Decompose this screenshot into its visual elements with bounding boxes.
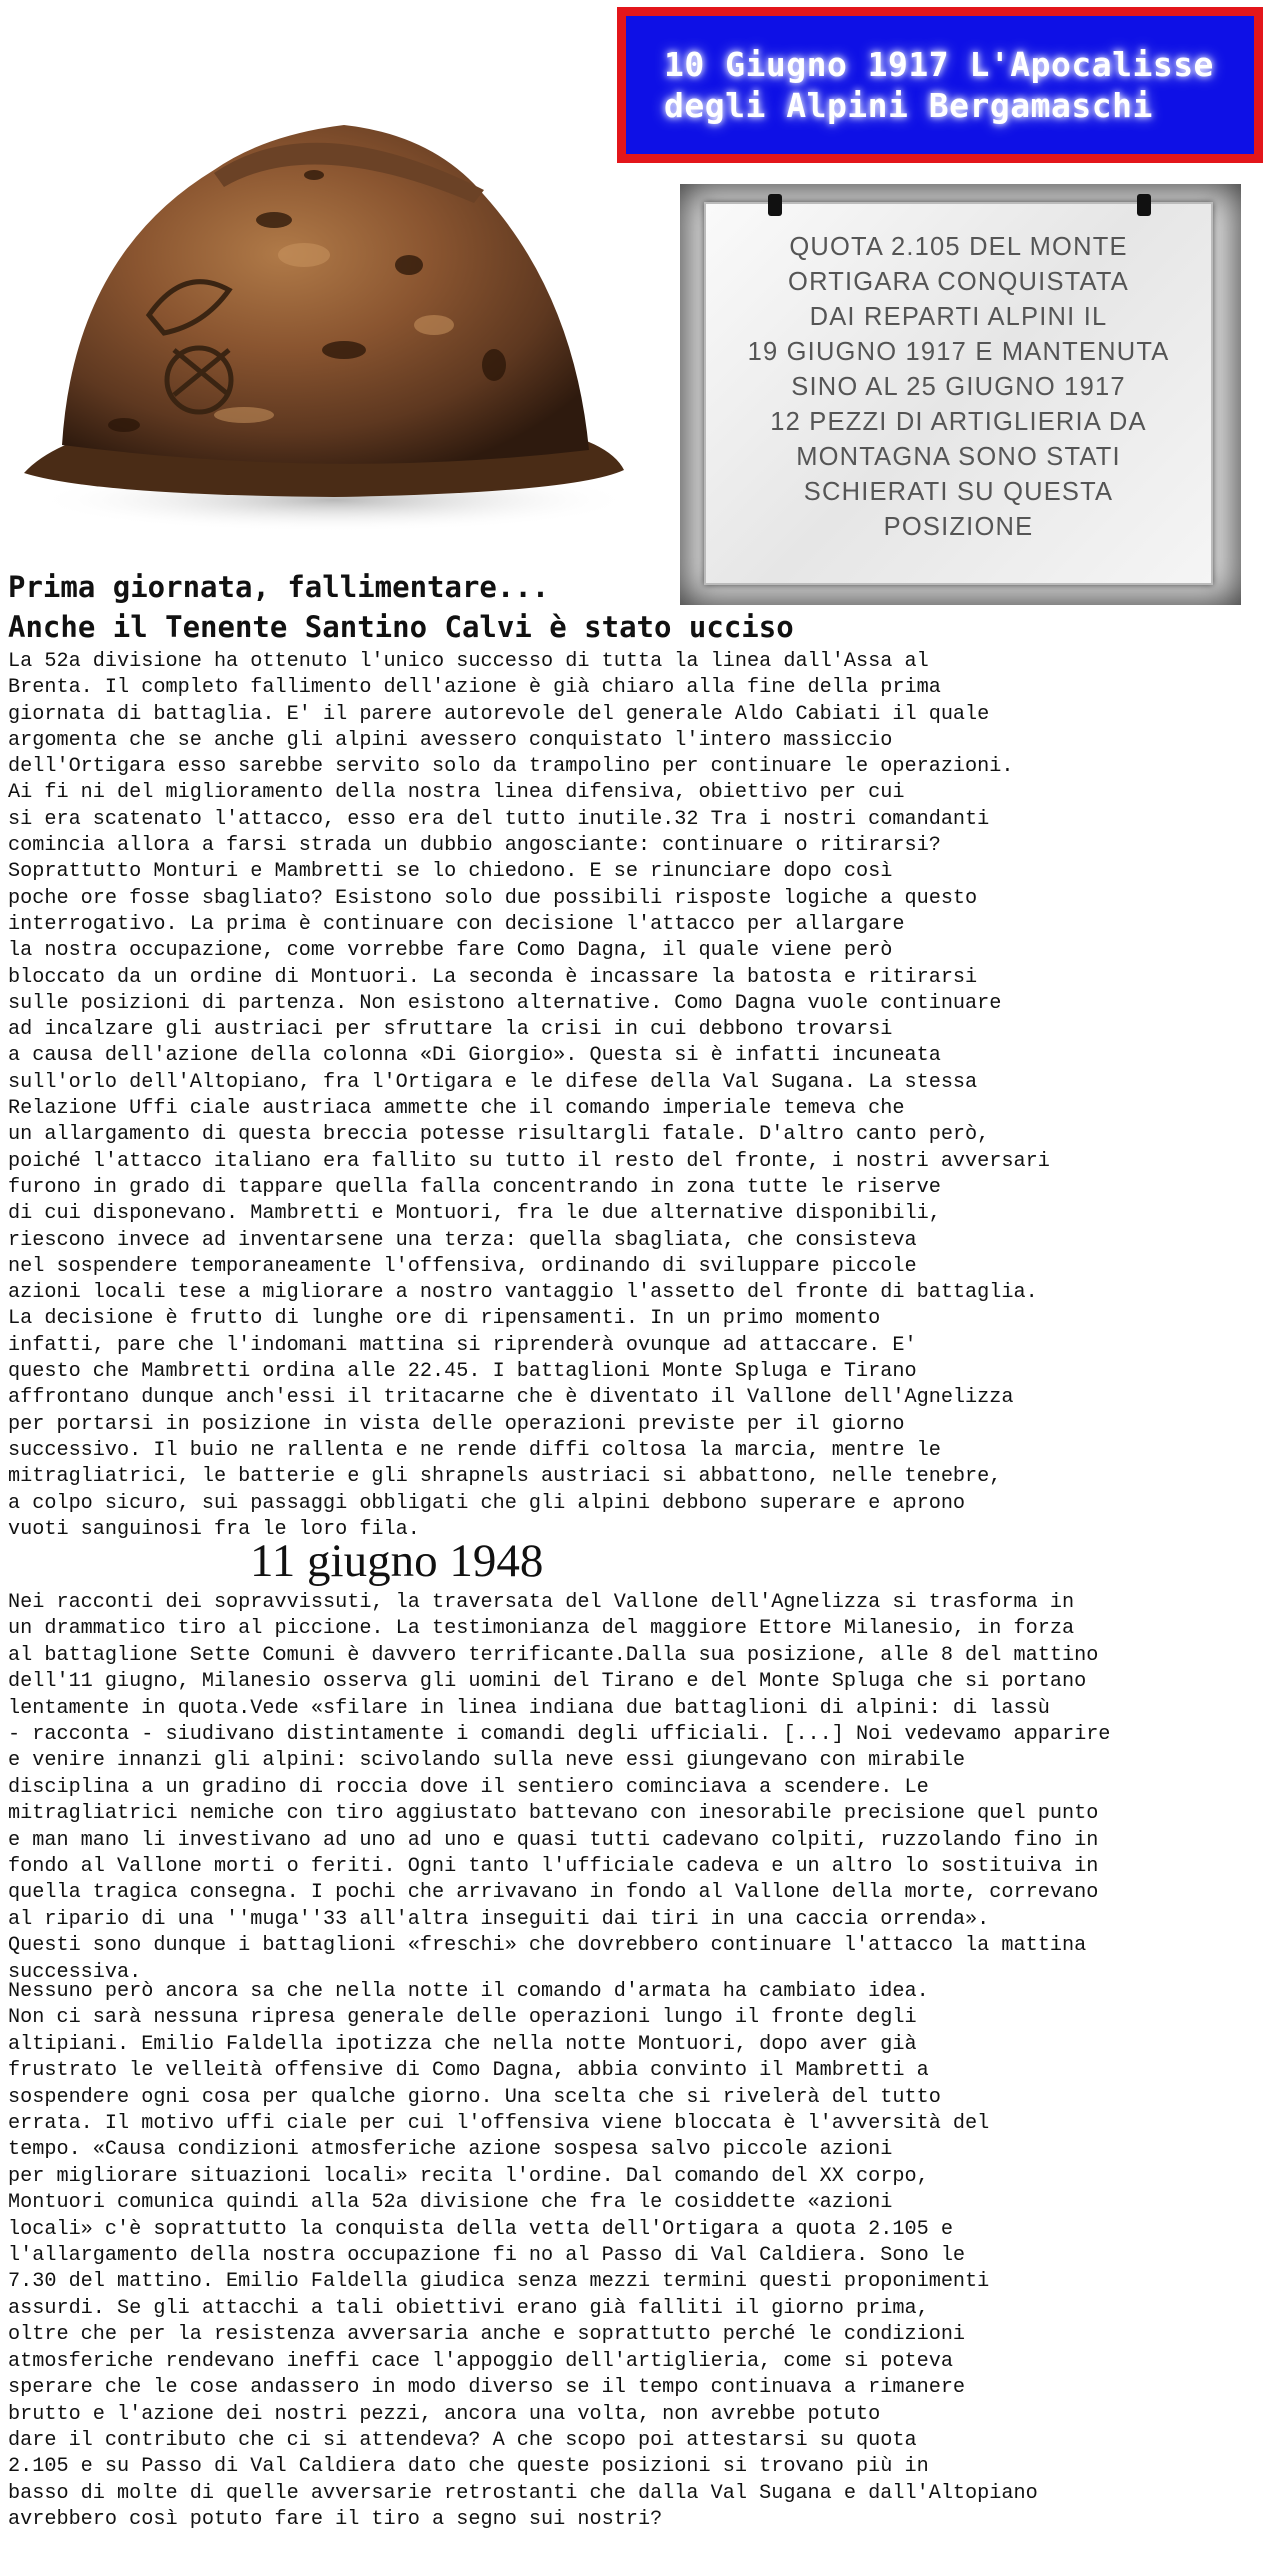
text-line: - racconta - siudivano distintamente i comandi degli ufficiali. [...] Noi vedevamo apparire [8,1723,1111,1747]
text-line: sperare che le cose andassero in modo diverso se il tempo continuava a rimanere [8,2376,966,2400]
text-line: Montuori comunica quindi alla 52a divisione che fra le cosiddette «azioni [8,2191,893,2215]
text-line: furono in grado di tappare quella falla concentrando in zona tutte le riserve [8,1175,941,1199]
text-line: vuoti sanguinosi fra le loro fila. [8,1517,420,1541]
text-line: poche ore fosse sbagliato? Esistono solo due possibili risposte logiche a questo [8,886,978,910]
text-line: errata. Il motivo uffi ciale per cui l'offensiva viene bloccata è l'avversità del [8,2112,990,2136]
text-line: di cui disponevano. Mambretti e Montuori, fra le due alternative disponibili, [8,1202,941,1226]
text-line: Soprattutto Monturi e Mambretti se lo chiedono. E se rinunciare dopo così [8,860,893,884]
text-line: azioni locali tese a migliorare a nostro vantaggio l'assetto del fronte di battaglia. [8,1281,1038,1305]
text-line: successivo. Il buio ne rallenta e ne rende diffi coltosa la marcia, mentre le [8,1438,941,1462]
plaque-stone [704,202,1213,585]
text-line: Non ci sarà nessuna ripresa generale delle operazioni lungo il fronte degli [8,2006,917,2030]
text-line: oltre che per la resistenza avversaria anche e soprattutto perché le condizioni [8,2323,966,2347]
text-line: mitragliatrici nemiche con tiro aggiustato battevano con inesorabile precisione quel punto [8,1802,1099,1826]
text-line: Nei racconti dei sopravvissuti, la traversata del Vallone dell'Agnelizza si trasforma in [8,1591,1075,1614]
text-line: si era scatenato l'attacco, esso era del tutto inutile.32 Tra i nostri comandanti [8,807,990,831]
memorial-plaque-image [680,184,1241,605]
text-line: frustrato le velleità offensive di Como Dagna, abbia convinto il Mambretti a [8,2059,929,2083]
text-line: la nostra occupazione, come vorrebbe fare Como Dagna, il quale viene però [8,939,893,963]
helmet-image [14,95,626,545]
text-line: assurdi. Se gli attacchi a tali obiettivi erano già falliti il giorno prima, [8,2296,929,2320]
plaque-line: ORTIGARA CONQUISTATA [788,268,1129,296]
plaque-line: QUOTA 2.105 DEL MONTE [789,233,1128,261]
text-line: al battaglione Sette Comuni è davvero terrificante.Dalla sua posizione, alle 8 del mattino [8,1643,1099,1667]
text-line: e man mano li investivano ad uno ad uno e quasi tutti cadevano colpiti, ruzzolando fino in [8,1828,1099,1852]
text-line: sull'orlo dell'Altopiano, fra l'Ortigara e le difese della Val Sugana. La stessa [8,1070,978,1094]
banner-title [664,44,1214,126]
text-line: dell'Ortigara esso sarebbe servito solo da trampolino per continuare le operazioni. [8,755,1014,779]
text-line: Relazione Uffi ciale austriaca ammette che il comando imperiale temeva che [8,1097,905,1121]
text-line: fondo al Vallone morti o feriti. Ogni tanto l'ufficiale cadeva e un altro lo sostituiva in [8,1855,1099,1879]
text-line: brutto e l'azione dei nostri pezzi, ancora una volta, non avrebbe potuto [8,2402,881,2426]
text-line: e venire innanzi gli alpini: scivolando sulla neve essi giungevano con mirabile [8,1749,966,1773]
plaque-screw-icon [1137,194,1151,216]
text-line: ad incalzare gli austriaci per sfruttare la crisi in cui debbono trovarsi [8,1018,893,1042]
text-line: interrogativo. La prima è continuare con decisione l'attacco per allargare [8,912,905,936]
plaque-screw-icon [768,194,782,216]
text-line: Questi sono dunque i battaglioni «freschi» che dovrebbero continuare l'attacco la mattina [8,1934,1087,1958]
text-line: nel sospendere temporaneamente l'offensiva, ordinando di sviluppare piccole [8,1254,917,1278]
text-line: Ai fi ni del miglioramento della nostra linea difensiva, obiettivo per cui [8,781,905,805]
section-heading-1: Prima giornata, fallimentare... [8,570,550,604]
plaque-line: POSIZIONE [883,513,1034,541]
text-line: un allargamento di questa breccia potesse risultargli fatale. D'altro canto però, [8,1123,990,1147]
body-paragraph-1 [8,649,1050,1543]
plaque-line: SINO AL 25 GIUGNO 1917 [791,373,1126,401]
text-line: 2.105 e su Passo di Val Caldiera dato che queste posizioni si trovano più in [8,2455,929,2479]
text-line: quella tragica consegna. I pochi che arrivavano in fondo al Vallone della morte, correvano [8,1881,1099,1905]
text-line: a causa dell'azione della colonna «Di Giorgio». Questa si è infatti incuneata [8,1044,941,1068]
text-line: dare il contributo che ci si attendeva? A che scopo poi attestarsi su quota [8,2428,917,2452]
text-line: La decisione è frutto di lunghe ore di ripensamenti. In un primo momento [8,1307,881,1331]
banner-title-line-2: degli Alpini Bergamaschi [664,86,1153,125]
plaque-line: DAI REPARTI ALPINI IL [809,303,1108,331]
text-line: tempo. «Causa condizioni atmosferiche azione sospesa salvo piccole azioni [8,2138,893,2162]
text-line: bloccato da un ordine di Montuori. La seconda è incassare la batosta e ritirarsi [8,965,978,989]
text-line: per portarsi in posizione in vista delle operazioni previste per il giorno [8,1412,905,1436]
text-line: mitragliatrici, le batterie e gli shrapnels austriaci si abbattono, nelle tenebre, [8,1465,1002,1489]
text-line: l'allargamento della nostra occupazione fi no al Passo di Val Caldiera. Sono le [8,2244,966,2268]
text-line: lentamente in quota.Vede «sfilare in linea indiana due battaglioni di alpini: di lassù [8,1696,1050,1720]
text-line: per migliorare situazioni locali» recita l'ordine. Dal comando del XX corpo, [8,2164,929,2188]
text-line: basso di molte di quelle avversarie retrostanti che dalla Val Sugana e dall'Altopiano [8,2481,1038,2505]
text-line: infatti, pare che l'indomani mattina si riprenderà ovunque ad attaccare. E' [8,1333,917,1357]
text-line: altipiani. Emilio Faldella ipotizza che nella notte Montuori, dopo aver già [8,2032,917,2056]
plaque-line: MONTAGNA SONO STATI [796,443,1121,471]
title-banner [617,7,1263,163]
body-paragraph-3 [8,1979,1038,2534]
text-line: Brenta. Il completo fallimento dell'azione è già chiaro alla fine della prima [8,676,941,700]
text-line: avrebbero così potuto fare il tiro a segno sui nostri? [8,2508,663,2532]
section-heading-2: Anche il Tenente Santino Calvi è stato ucciso [8,610,794,644]
plaque-inscription [706,230,1211,545]
text-line: 7.30 del mattino. Emilio Faldella giudica senza mezzi termini questi proponimenti [8,2270,990,2294]
banner-title-line-1: 10 Giugno 1917 L'Apocalisse [664,45,1214,84]
text-line: un drammatico tiro al piccione. La testimonianza del maggiore Ettore Milanesio, in forza [8,1617,1075,1641]
text-line: sospendere ogni cosa per qualche giorno. Una scelta che si rivelerà del tutto [8,2085,941,2109]
plaque-line: 12 PEZZI DI ARTIGLIERIA DA [770,408,1147,436]
text-line: sulle posizioni di partenza. Non esistono alternative. Como Dagna vuole continuare [8,991,1002,1015]
plaque-line: 19 GIUGNO 1917 E MANTENUTA [747,338,1170,366]
text-line: La 52a divisione ha ottenuto l'unico successo di tutta la linea dall'Assa al [8,650,929,673]
text-line: al ripario di una ''muga''33 all'altra inseguiti dai tiri in una caccia orrenda». [8,1907,990,1931]
text-line: a colpo sicuro, sui passaggi obbligati che gli alpini debbono superare e aprono [8,1491,966,1515]
text-line: disciplina a un gradino di roccia dove il sentiero cominciava a scendere. Le [8,1775,929,1799]
text-line: successiva. [8,1960,142,1984]
text-line: argomenta che se anche gli alpini avessero conquistato l'intero massiccio [8,728,893,752]
text-line: comincia allora a farsi strada un dubbio angosciante: continuare o ritirarsi? [8,834,941,858]
text-line: riescono invece ad inventarsene una terza: quella sbagliata, che consisteva [8,1228,917,1252]
text-line: giornata di battaglia. E' il parere autorevole del generale Aldo Cabiati il quale [8,702,990,726]
text-line: affrontano dunque anch'essi il tritacarne che è diventato il Vallone dell'Agnelizza [8,1386,1014,1410]
plaque-line: SCHIERATI SU QUESTA [803,478,1114,506]
body-paragraph-2 [8,1590,1110,1986]
text-line: questo che Mambretti ordina alle 22.45. I battaglioni Monte Spluga e Tirano [8,1360,917,1384]
text-line: atmosferiche rendevano ineffi cace l'appoggio dell'artiglieria, come si poteva [8,2349,953,2373]
text-line: dell'11 giugno, Milanesio osserva gli uomini del Tirano e del Monte Spluga che si portano [8,1670,1087,1694]
date-subheading: 11 giugno 1948 [250,1535,544,1587]
text-line: Nessuno però ancora sa che nella notte il comando d'armata ha cambiato idea. [8,1980,929,2003]
text-line: locali» c'è soprattutto la conquista della vetta dell'Ortigara a quota 2.105 e [8,2217,953,2241]
text-line: poiché l'attacco italiano era fallito su tutto il resto del fronte, i nostri avversari [8,1149,1050,1173]
